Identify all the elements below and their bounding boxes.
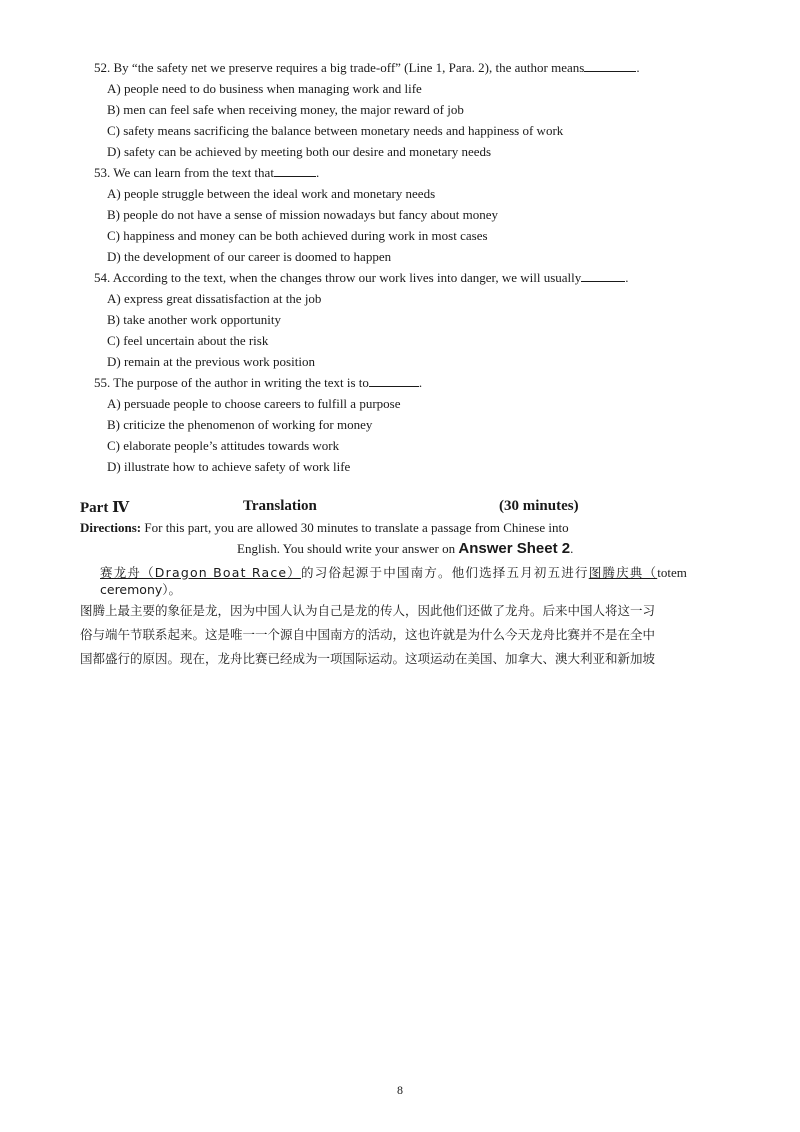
question-stem: We can learn from the text that	[113, 165, 274, 180]
option-54-b: B) take another work opportunity	[107, 312, 282, 327]
passage-line-1b: ceremony）。	[100, 582, 182, 597]
option-54-c: C) feel uncertain about the risk	[107, 333, 269, 348]
part-header	[0, 498, 800, 518]
directions-label: Directions:	[80, 520, 142, 535]
passage-line-3: 俗与端午节联系起来。这是唯一一个源自中国南方的活动，这也许就是为什么今天龙舟比赛并不是在全中	[80, 627, 656, 642]
question-stem: The purpose of the author in writing the text is to	[113, 375, 369, 390]
passage-line-2: 图腾上最主要的象征是龙，因为中国人认为自己是龙的传人，因此他们还做了龙舟。后来中国人将这一习	[80, 603, 656, 618]
option-54-a: A) express great dissatisfaction at the job	[107, 291, 322, 306]
question-number: 52.	[94, 60, 111, 75]
part-time: (30 minutes)	[499, 498, 579, 514]
question-54: 54. According to the text, when the changes throw our work lives into danger, we will usually .	[94, 270, 629, 285]
question-stem: According to the text, when the changes throw our work lives into danger, we will usually	[112, 270, 582, 285]
question-55: 55. The purpose of the author in writing the text is to .	[94, 375, 423, 390]
question-number: 54.	[94, 270, 111, 285]
page-number: 8	[397, 1083, 403, 1097]
option-55-b: B) criticize the phenomenon of working for money	[107, 417, 373, 432]
answer-blank	[369, 375, 419, 387]
term-totem-en: totem	[657, 565, 687, 580]
option-55-d: D) illustrate how to achieve safety of work life	[107, 459, 351, 474]
directions-period: .	[570, 541, 574, 556]
answer-blank	[274, 165, 316, 177]
option-52-a: A) people need to do business when managing work and life	[107, 81, 422, 96]
option-55-a: A) persuade people to choose careers to fulfill a purpose	[107, 396, 401, 411]
option-55-c: C) elaborate people’s attitudes towards work	[107, 438, 340, 453]
passage-line-1	[100, 563, 687, 581]
answer-sheet-label: Answer Sheet 2	[458, 540, 571, 557]
question-number: 53.	[94, 165, 111, 180]
option-53-b: B) people do not have a sense of mission nowadays but fancy about money	[107, 207, 498, 222]
question-stem: By “the safety net we preserve requires a big trade-off” (Line 1, Para. 2), the author means	[113, 60, 585, 75]
option-54-d: D) remain at the previous work position	[107, 354, 315, 369]
option-53-c: C) happiness and money can be both achieved during work in most cases	[107, 228, 488, 243]
directions-text: For this part, you are allowed 30 minutes to translate a passage from Chinese into	[144, 520, 569, 535]
answer-blank	[581, 270, 625, 282]
term-totem: 图腾庆典（	[588, 565, 658, 580]
part-title: Translation	[243, 498, 317, 514]
passage-text: 的习俗起源于中国南方。他们选择五月初五进行	[301, 565, 589, 580]
option-52-b: B) men can feel safe when receiving money, the major reward of job	[107, 102, 464, 117]
term-dragon-boat: 赛龙舟（Dragon Boat Race）	[100, 565, 301, 580]
option-53-a: A) people struggle between the ideal work and monetary needs	[107, 186, 436, 201]
answer-blank	[584, 60, 636, 72]
question-number: 55.	[94, 375, 111, 390]
option-53-d: D) the development of our career is doomed to happen	[107, 249, 392, 264]
question-52: 52. By “the safety net we preserve requires a big trade-off” (Line 1, Para. 2), the author means .	[94, 60, 640, 75]
question-53: 53. We can learn from the text that .	[94, 165, 320, 180]
directions-continued	[237, 540, 573, 558]
directions	[80, 520, 569, 536]
passage-line-4: 国都盛行的原因。现在，龙舟比赛已经成为一项国际运动。这项运动在美国、加拿大、澳大利亚和新加坡	[80, 651, 656, 666]
part-label: Part Ⅳ	[80, 500, 130, 516]
option-52-c: C) safety means sacrificing the balance between monetary needs and happiness of work	[107, 123, 564, 138]
directions-text-2: English. You should write your answer on	[237, 541, 456, 556]
option-52-d: D) safety can be achieved by meeting both our desire and monetary needs	[107, 144, 492, 159]
